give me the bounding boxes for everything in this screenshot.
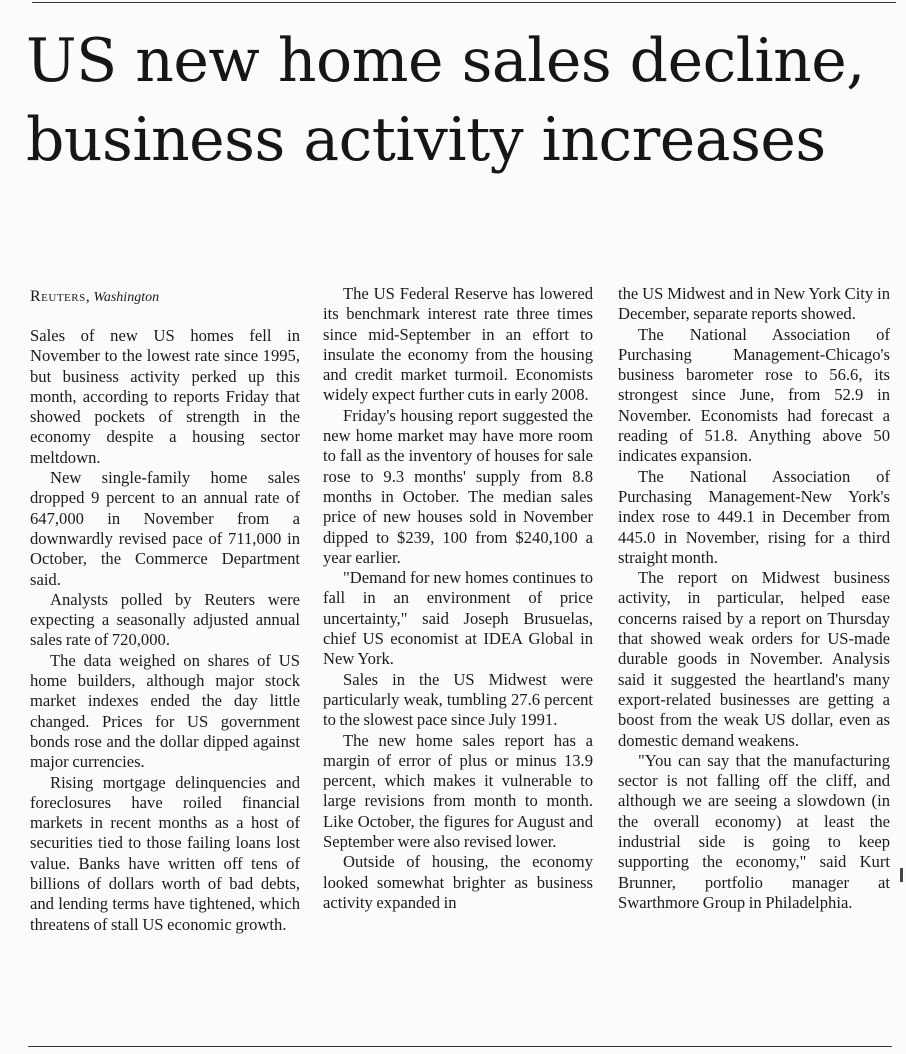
- paragraph: The data weighed on shares of US home builders, although major stock market indexes ended the day little changed. Prices for US government bonds rose and the dollar dipped against major currencies.: [30, 650, 300, 772]
- bottom-rule: [28, 1046, 892, 1047]
- paragraph: New single-family home sales dropped 9 percent to an annual rate of 647,000 in November from a downwardly revised pace of 711,000 in October, the Commerce Department said.: [30, 468, 300, 589]
- top-rule: [32, 2, 896, 3]
- paragraph: The US Federal Reserve has lowered its benchmark interest rate three times since mid-September in an effort to insulate the economy from the housing and credit market turmoil. Economists widely expect further cuts in early 2008.: [323, 284, 593, 405]
- article-column-3: [618, 284, 890, 913]
- byline-agency: Reuters,: [30, 288, 91, 305]
- article-column-1: [30, 287, 300, 935]
- paragraph: Friday's housing report suggested the new home market may have more room to fall as the inventory of houses for sale rose to 9.3 months' supply from 8.8 months in October. The median sales price of new houses sold in November dipped to $239, 100 from $240,100 a year earlier.: [323, 405, 593, 567]
- headline: US new home sales decline, business activity increases: [26, 26, 865, 175]
- paragraph-continuation: the US Midwest and in New York City in December, separate reports showed.: [618, 284, 890, 324]
- paragraph: Analysts polled by Reuters were expecting a seasonally adjusted annual sales rate of 720,000.: [30, 589, 300, 650]
- article-column-2: [323, 284, 593, 913]
- paragraph: Rising mortgage delinquencies and foreclosures have roiled financial markets in recent months as a host of securities tied to those failing loans lost value. Banks have written off tens of billions of dollars worth of bad debts, and lending terms have tightened, which threatens of stall US economic growth.: [30, 772, 300, 934]
- paragraph: The new home sales report has a margin of error of plus or minus 13.9 percent, which makes it vulnerable to large revisions from month to month. Like October, the figures for August and September were also revised lower.: [323, 730, 593, 852]
- paragraph: The National Association of Purchasing Management-Chicago's business barometer rose to 56.6, its strongest since June, from 52.9 in November. Economists had forecast a reading of 51.8. Anything above 50 indicates expansion.: [618, 324, 890, 466]
- byline: [30, 287, 300, 308]
- paragraph: The National Association of Purchasing Management-New York's index rose to 449.1 in December from 445.0 in November, rising for a third straight month.: [618, 466, 890, 567]
- paragraph: The report on Midwest business activity, in particular, helped ease concerns raised by a report on Thursday that showed weak orders for US-made durable goods in November. Analysis said it suggested the heartland's many export-related businesses are getting a boost from the weak US dollar, even as domestic demand weakens.: [618, 568, 890, 750]
- paragraph: "Demand for new homes continues to fall in an environment of price uncertainty," said Joseph Brusuelas, chief US economist at IDEA Global in New York.: [323, 568, 593, 669]
- paragraph: Sales in the US Midwest were particularly weak, tumbling 27.6 percent to the slowest pace since July 1991.: [323, 669, 593, 730]
- paragraph: "You can say that the manufacturing sector is not falling off the cliff, and although we are seeing a slowdown (in the overall economy) at least the industrial side is going to keep supporting the economy," said Kurt Brunner, portfolio manager at Swarthmore Group in Philadelphia.: [618, 750, 890, 912]
- paragraph: Sales of new US homes fell in November to the lowest rate since 1995, but business activity perked up this month, according to reports Friday that showed pockets of strength in the economy despite a housing sector meltdown.: [30, 326, 300, 467]
- paragraph: Outside of housing, the economy looked somewhat brighter as business activity expanded in: [323, 852, 593, 912]
- margin-mark: [900, 868, 903, 882]
- byline-place: Washington: [93, 290, 160, 305]
